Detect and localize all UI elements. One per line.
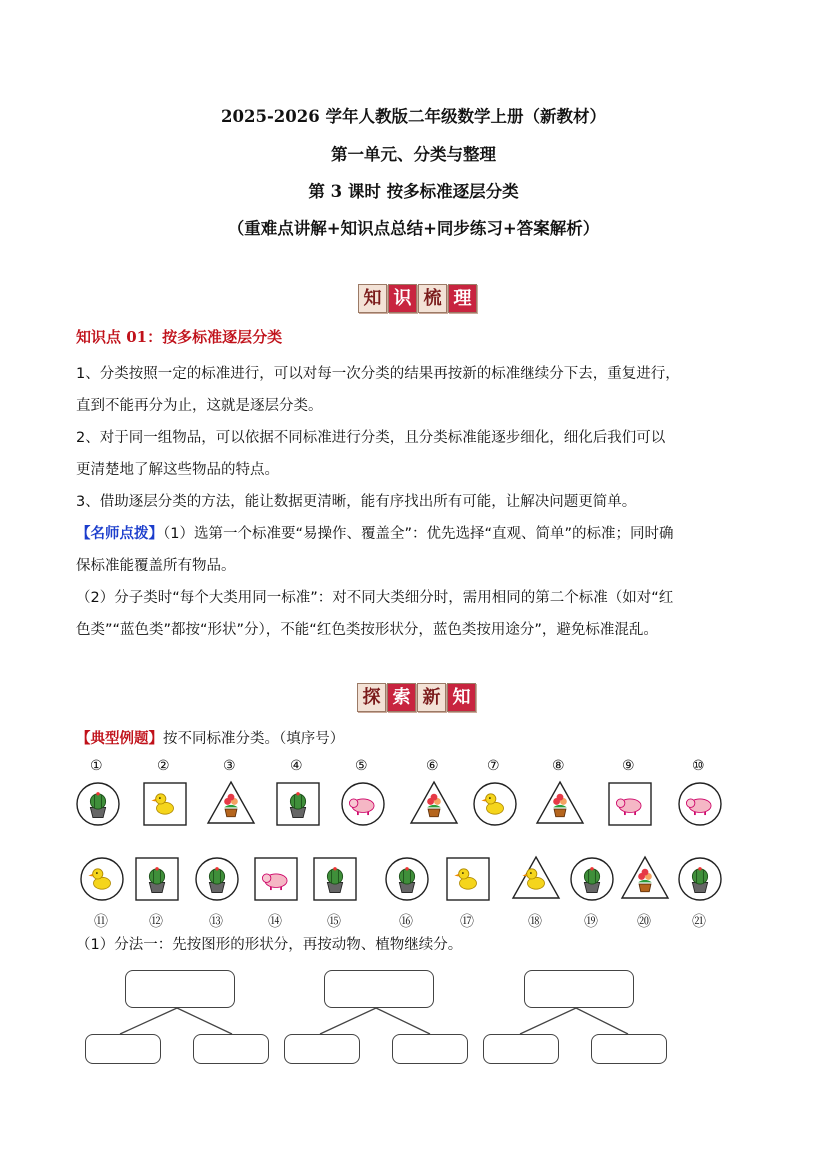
item-number: ⑮	[327, 914, 341, 930]
answer-box-sub[interactable]	[85, 1034, 161, 1064]
item-number: ④	[290, 758, 303, 774]
answer-box-sub[interactable]	[483, 1034, 559, 1064]
item-number: ⑤	[355, 758, 368, 774]
item-number: ⑲	[584, 914, 598, 930]
item-number: ⑰	[460, 914, 474, 930]
lesson-title: 第 3 课时 按多标准逐层分类	[308, 182, 519, 201]
badge-char: 知	[358, 284, 387, 313]
tip-text: （1）选第一个标准要“易操作、覆盖全”：优先选择“直观、简单”的标准；同时确	[163, 526, 674, 542]
unit-title: 第一单元、分类与整理	[331, 145, 496, 164]
item-number: ⑬	[209, 914, 223, 930]
doc-title: 2025-2026 学年人教版二年级数学上册（新教材）	[221, 107, 606, 126]
answer-box-sub[interactable]	[392, 1034, 468, 1064]
answer-box-top-1[interactable]	[125, 970, 235, 1008]
item-number: ⑭	[268, 914, 282, 930]
item-number: ⑦	[487, 758, 500, 774]
badge-char: 知	[447, 683, 476, 712]
answer-box-sub[interactable]	[284, 1034, 360, 1064]
item-number: ㉑	[692, 914, 706, 930]
item-number: ⑪	[94, 914, 108, 930]
answer-box-sub[interactable]	[591, 1034, 667, 1064]
item-number: ⑯	[399, 914, 413, 930]
text-line: 直到不能再分为止，这就是逐层分类。	[76, 398, 323, 414]
item-number: ⑧	[552, 758, 565, 774]
example-label: 【典型例题】	[76, 731, 163, 747]
text-line: 保标准能覆盖所有物品。	[76, 558, 236, 574]
text-line: 色类”“蓝色类”都按“形状”分），不能“红色类按形状分，蓝色类按用途分”，避免标准混乱。	[76, 622, 658, 638]
knowledge-heading: 知识点 01：按多标准逐层分类	[76, 328, 283, 346]
text-line: 3、借助逐层分类的方法，能让数据更清晰，能有序找出所有可能，让解决问题更简单。	[76, 494, 637, 510]
item-number: ②	[157, 758, 170, 774]
answer-box-sub[interactable]	[193, 1034, 269, 1064]
badge-char: 识	[388, 284, 417, 313]
item-number: ⑳	[637, 914, 651, 930]
question-1: （1）分法一：先按图形的形状分，再按动物、植物继续分。	[76, 937, 463, 953]
badge-char: 理	[448, 284, 477, 313]
item-number: ⑨	[622, 758, 635, 774]
item-number: ③	[223, 758, 236, 774]
example-text: 按不同标准分类。（填序号）	[163, 731, 345, 747]
item-number: ⑱	[528, 914, 542, 930]
tip-label: 【名师点拨】	[76, 526, 163, 542]
item-number: ⑥	[426, 758, 439, 774]
text-line: 2、对于同一组物品，可以依据不同标准进行分类，且分类标准能逐步细化，细化后我们可以	[76, 430, 666, 446]
badge-char: 索	[387, 683, 416, 712]
text-line: 更清楚地了解这些物品的特点。	[76, 462, 279, 478]
answer-box-top-3[interactable]	[524, 970, 634, 1008]
item-number: ⑩	[692, 758, 705, 774]
subtitle: （重难点讲解+知识点总结+同步练习+答案解析）	[227, 219, 600, 238]
badge-char: 梳	[418, 284, 447, 313]
text-line: （2）分子类时“每个大类用同一标准”：对不同大类细分时，需用相同的第二个标准（如对“红	[76, 590, 674, 606]
item-number: ①	[90, 758, 103, 774]
badge-char: 探	[357, 683, 386, 712]
answer-box-top-2[interactable]	[324, 970, 434, 1008]
item-number: ⑫	[149, 914, 163, 930]
badge-char: 新	[417, 683, 446, 712]
text-line: 1、分类按照一定的标准进行，可以对每一次分类的结果再按新的标准继续分下去，重复进行，	[76, 366, 680, 382]
